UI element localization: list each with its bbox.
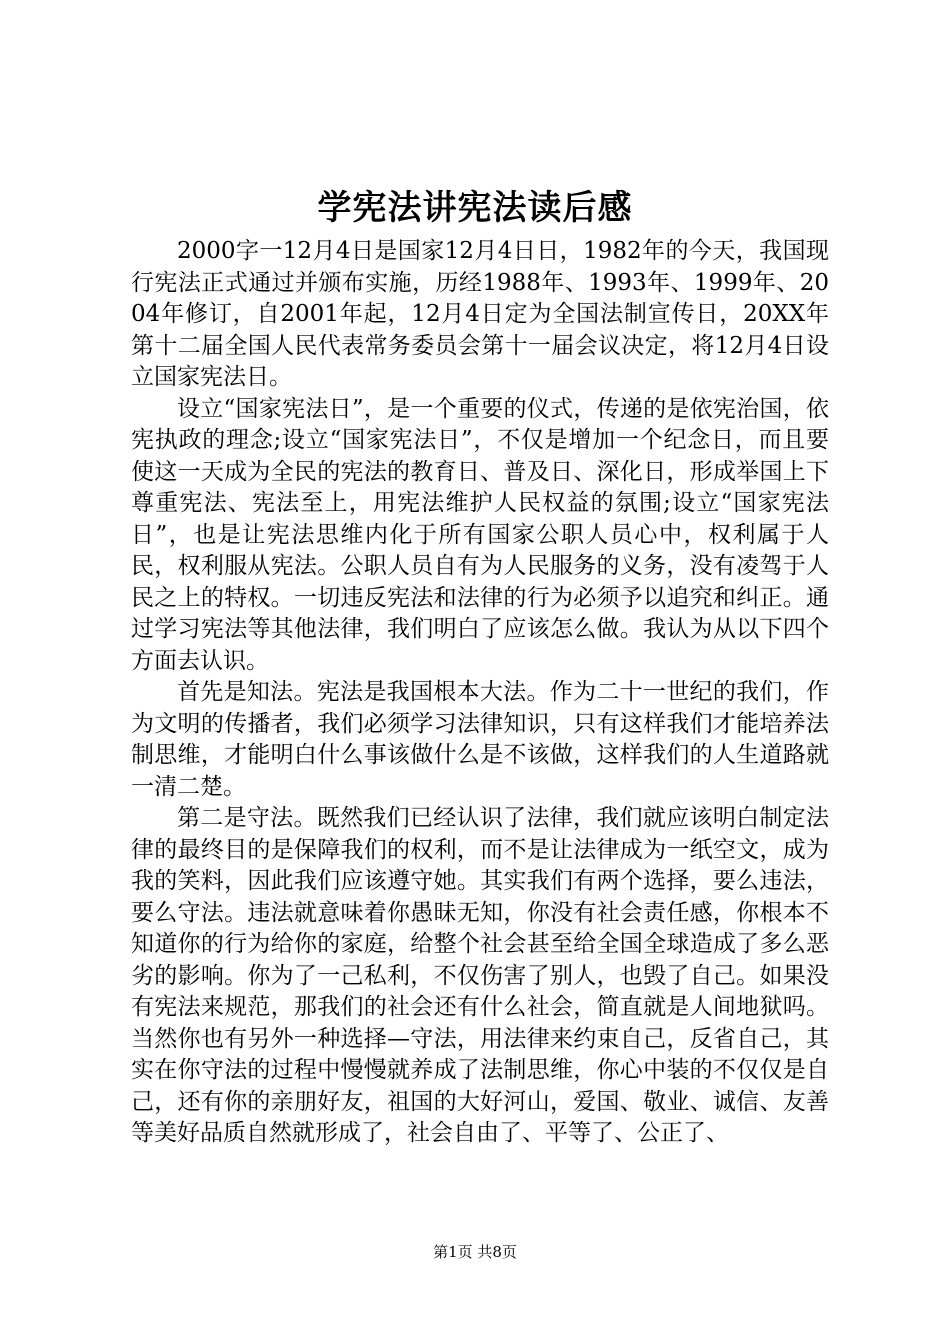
paragraph-1: 2000字一12月4日是国家12月4日日，1982年的今天，我国现行宪法正式通过并颁布实施，历经1988年、1993年、1999年、2004年修订，自2001年起，12月4日定为全国法制宣传日，20XX年第十二届全国人民代表常务委员会第十一届会议决定，将12月4日设立国家宪法日。 (131, 238, 829, 390)
paragraph-4: 第二是守法。既然我们已经认识了法律，我们就应该明白制定法律的最终目的是保障我们的权利，而不是让法律成为一纸空文，成为我的笑料，因此我们应该遵守她。其实我们有两个选择，要么违法，要么守法。违法就意味着你愚昧无知，你没有社会责任感，你根本不知道你的行为给你的家庭，给整个社会甚至给全国全球造成了多么恶劣的影响。你为了一己私利，不仅伤害了别人，也毁了自己。如果没有宪法来规范，那我们的社会还有什么社会，简直就是人间地狱吗。当然你也有另外一种选择—守法，用法律来约束自己，反省自己，其实在你守法的过程中慢慢就养成了法制思维，你心中装的不仅仅是自己，还有你的亲朋好友，祖国的大好河山，爱国、敬业、诚信、友善等美好品质自然就形成了，社会自由了、平等了、公正了、 (131, 805, 829, 1146)
document-body (131, 236, 829, 1150)
document-title: 学宪法讲宪法读后感 (317, 188, 633, 228)
paragraph-3: 首先是知法。宪法是我国根本大法。作为二十一世纪的我们，作为文明的传播者，我们必须学习法律知识，只有这样我们才能培养法制思维，才能明白什么事该做什么是不该做，这样我们的人生道路就一清二楚。 (131, 679, 829, 800)
page-footer: 第1页 共8页 (433, 1243, 517, 1261)
paragraph-2: 设立“国家宪法日”，是一个重要的仪式，传递的是依宪治国，依宪执政的理念;设立“国家宪法日”，不仅是增加一个纪念日，而且要使这一天成为全民的宪法的教育日、普及日、深化日，形成举国上下尊重宪法、宪法至上，用宪法维护人民权益的氛围;设立“国家宪法日”，也是让宪法思维内化于所有国家公职人员心中，权利属于人民，权利服从宪法。公职人员自有为人民服务的义务，没有凌驾于人民之上的特权。一切违反宪法和法律的行为必须予以追究和纠正。通过学习宪法等其他法律，我们明白了应该怎么做。我认为从以下四个方面去认识。 (131, 395, 829, 674)
